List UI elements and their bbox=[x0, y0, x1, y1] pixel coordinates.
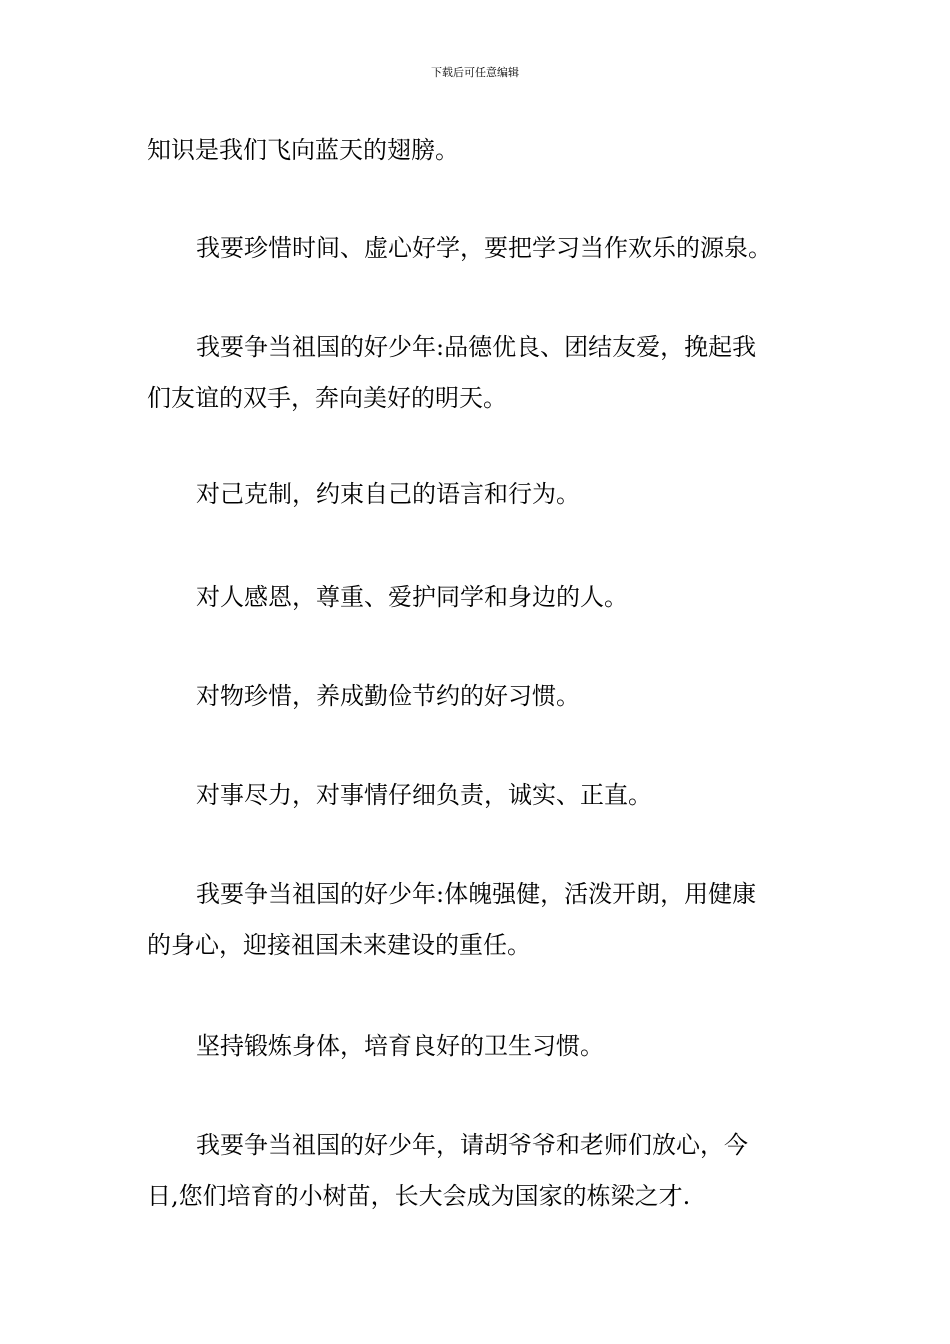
paragraph-3 bbox=[147, 322, 812, 424]
paragraph-7 bbox=[147, 770, 812, 821]
paragraph-line: 我要争当祖国的好少年:体魄强健，活泼开朗，用健康 bbox=[196, 880, 757, 908]
paragraph-line: 的身心，迎接祖国未来建设的重任。 bbox=[147, 931, 531, 959]
paragraph-line: 日,您们培育的小树苗，长大会成为国家的栋梁之才. bbox=[147, 1182, 691, 1210]
paragraph-line: 我要争当祖国的好少年:品德优良、团结友爱，挽起我 bbox=[196, 333, 757, 361]
paragraph-line: 对事尽力，对事情仔细负责，诚实、正直。 bbox=[196, 781, 652, 809]
paragraph-line: 对人感恩，尊重、爱护同学和身边的人。 bbox=[196, 583, 628, 611]
paragraph-line: 对己克制，约束自己的语言和行为。 bbox=[196, 480, 580, 508]
paragraph-9 bbox=[147, 1021, 812, 1072]
paragraph-4 bbox=[147, 469, 812, 520]
paragraph-10 bbox=[147, 1120, 812, 1222]
paragraph-line: 坚持锻炼身体，培育良好的卫生习惯。 bbox=[196, 1032, 604, 1060]
paragraph-line: 我要争当祖国的好少年，请胡爷爷和老师们放心，今 bbox=[196, 1131, 748, 1159]
paragraph-line: 我要珍惜时间、虚心好学，要把学习当作欢乐的源泉。 bbox=[196, 234, 772, 262]
paragraph-8 bbox=[147, 869, 812, 971]
paragraph-line: 们友谊的双手，奔向美好的明天。 bbox=[147, 384, 507, 412]
page-header: 下载后可任意编辑 bbox=[431, 66, 519, 79]
paragraph-line: 知识是我们飞向蓝天的翅膀。 bbox=[147, 136, 459, 164]
paragraph-1 bbox=[147, 125, 812, 176]
paragraph-line: 对物珍惜，养成勤俭节约的好习惯。 bbox=[196, 682, 580, 710]
paragraph-2 bbox=[147, 223, 812, 274]
paragraph-6 bbox=[147, 671, 812, 722]
paragraph-5 bbox=[147, 572, 812, 623]
